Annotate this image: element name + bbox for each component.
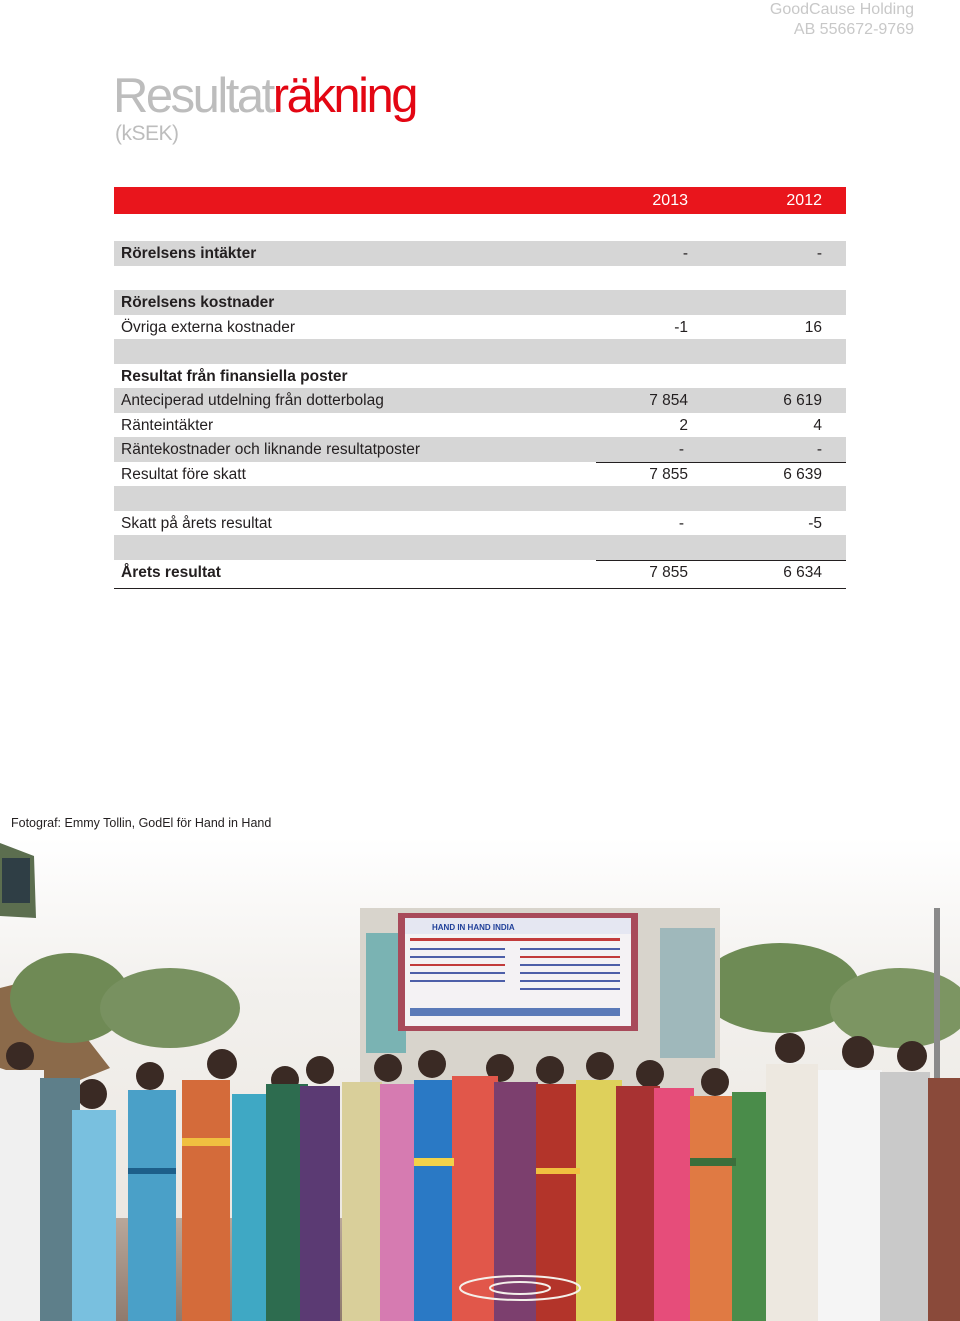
value-2012: 16: [804, 318, 822, 336]
row-label: Övriga externa kostnader: [121, 318, 296, 336]
row-label: Resultat före skatt: [121, 465, 246, 483]
value-2012: 6 639: [783, 465, 822, 483]
table-row: [114, 241, 846, 266]
row-label: Anteciperad utdelning från dotterbolag: [121, 392, 384, 409]
unit-label: (kSEK): [115, 122, 179, 145]
spacer-row: [114, 339, 846, 364]
company-info: [770, 0, 914, 40]
row-label: Ränteintäkter: [121, 416, 214, 434]
total-bottom-line: [114, 588, 846, 589]
row-label: Räntekostnader och liknande resultatposter: [121, 441, 420, 458]
board-heading: HAND IN HAND INDIA: [432, 923, 515, 932]
value-2013: 7 855: [649, 563, 688, 581]
value-2012: -5: [808, 514, 822, 532]
table-row: [114, 388, 846, 413]
group-photo: [0, 838, 960, 1321]
value-2013: -: [678, 441, 684, 458]
table-row: [114, 315, 846, 340]
income-statement-table: [114, 187, 846, 584]
spacer-row: [114, 266, 846, 291]
group-photo-illustration: [0, 838, 960, 1321]
value-2013: -1: [674, 318, 688, 336]
value-2012: -: [816, 245, 822, 262]
column-header-2013: 2013: [652, 192, 688, 209]
table-row: [114, 290, 846, 315]
table-row: [114, 462, 846, 487]
value-2013: -: [682, 245, 688, 262]
value-2012: 6 634: [783, 563, 822, 581]
table-row: [114, 413, 846, 438]
table-row: [114, 437, 846, 462]
table-row: [114, 364, 846, 389]
title-part-1: Resultat: [113, 69, 273, 123]
row-label: Skatt på årets resultat: [121, 514, 272, 532]
value-2013: 7 855: [649, 465, 688, 483]
page-title: [113, 66, 416, 126]
value-2013: -: [678, 514, 684, 532]
spacer-row: [114, 486, 846, 511]
row-label: Rörelsens kostnader: [121, 294, 275, 311]
spacer-row: [114, 214, 846, 241]
value-2012: 4: [813, 416, 822, 434]
company-org-number: AB 556672-9769: [793, 21, 914, 38]
value-2013: 2: [679, 416, 688, 434]
column-header-2012: 2012: [786, 192, 822, 209]
row-label: Resultat från finansiella poster: [121, 367, 348, 385]
value-2012: -: [816, 441, 822, 458]
table-header: [114, 187, 846, 214]
photo-caption: Fotograf: Emmy Tollin, GodEl för Hand in Hand: [11, 816, 272, 830]
table-row-total: [114, 560, 846, 585]
company-name: GoodCause Holding: [769, 1, 914, 18]
title-part-2: räkning: [272, 69, 416, 123]
row-label: Rörelsens intäkter: [121, 245, 257, 262]
spacer-row: [114, 535, 846, 560]
table-row: [114, 511, 846, 536]
row-label: Årets resultat: [121, 563, 221, 581]
value-2012: 6 619: [783, 392, 822, 409]
value-2013: 7 854: [649, 392, 688, 409]
